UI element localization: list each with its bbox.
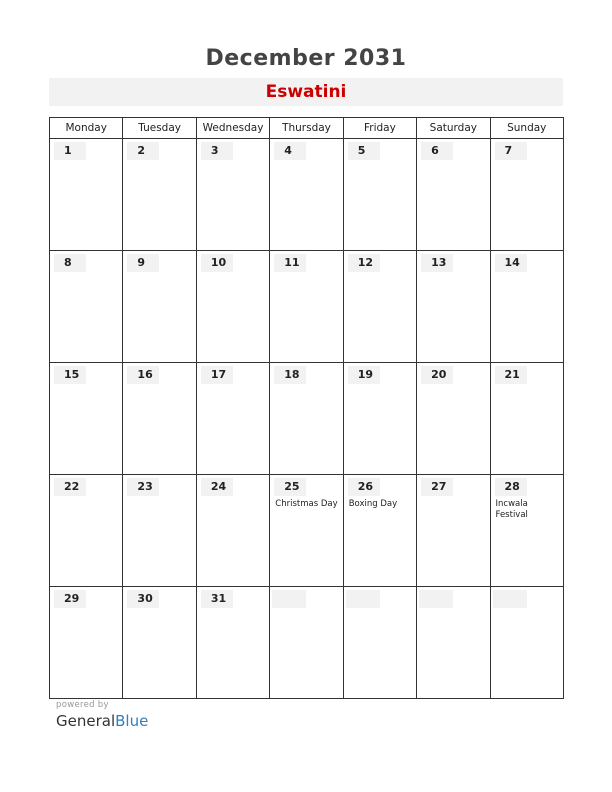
day-number: 1 (54, 142, 86, 160)
day-number: 22 (54, 478, 86, 496)
day-cell (50, 587, 123, 699)
day-number (272, 590, 306, 608)
day-number (419, 590, 453, 608)
page-title: December 2031 (205, 46, 407, 71)
day-cell (123, 363, 196, 475)
day-cell (343, 587, 416, 699)
day-cell (343, 363, 416, 475)
day-number: 16 (127, 366, 159, 384)
day-number: 21 (495, 366, 527, 384)
brand-blue: Blue (115, 712, 149, 730)
day-number: 7 (495, 142, 527, 160)
day-number: 17 (201, 366, 233, 384)
day-cell (343, 139, 416, 251)
day-cell (490, 139, 563, 251)
day-cell (50, 475, 123, 587)
day-number: 5 (348, 142, 380, 160)
day-cell (50, 251, 123, 363)
day-number: 15 (54, 366, 86, 384)
day-number: 23 (127, 478, 159, 496)
day-cell (490, 475, 563, 587)
day-number (493, 590, 527, 608)
day-number (346, 590, 380, 608)
day-number: 27 (421, 478, 453, 496)
day-number: 25 (274, 478, 306, 496)
day-number: 30 (127, 590, 159, 608)
day-cell (50, 139, 123, 251)
day-cell (417, 587, 490, 699)
generalblue-logo[interactable] (56, 712, 148, 730)
week-row (50, 363, 564, 475)
weekday-header-tuesday: Tuesday (123, 118, 196, 139)
weekday-header-row (50, 118, 564, 139)
day-number: 11 (274, 254, 306, 272)
day-number: 19 (348, 366, 380, 384)
day-cell (343, 251, 416, 363)
day-number: 4 (274, 142, 306, 160)
powered-by-text: powered by (56, 700, 109, 710)
calendar-grid (49, 117, 564, 699)
footer (56, 700, 148, 730)
country-name: Eswatini (265, 82, 347, 102)
holiday-label: Incwala Festival (495, 499, 528, 520)
day-number: 24 (201, 478, 233, 496)
weekday-header-sunday: Sunday (490, 118, 563, 139)
day-cell (270, 251, 343, 363)
brand-general: General (56, 712, 116, 730)
day-cell (196, 363, 269, 475)
weekday-header-saturday: Saturday (417, 118, 490, 139)
day-number: 13 (421, 254, 453, 272)
day-cell (417, 139, 490, 251)
day-cell (123, 251, 196, 363)
calendar-body (50, 139, 564, 699)
day-cell (196, 251, 269, 363)
day-cell (123, 587, 196, 699)
day-cell (270, 587, 343, 699)
day-cell (50, 363, 123, 475)
weekday-header-wednesday: Wednesday (196, 118, 269, 139)
day-cell (417, 363, 490, 475)
day-cell (123, 139, 196, 251)
week-row (50, 139, 564, 251)
day-number: 2 (127, 142, 159, 160)
week-row (50, 251, 564, 363)
weekday-header-friday: Friday (343, 118, 416, 139)
day-number: 8 (54, 254, 86, 272)
day-cell (270, 139, 343, 251)
day-cell (196, 475, 269, 587)
day-number: 31 (201, 590, 233, 608)
day-cell (270, 475, 343, 587)
day-number: 18 (274, 366, 306, 384)
day-cell (417, 475, 490, 587)
day-number: 20 (421, 366, 453, 384)
week-row (50, 587, 564, 699)
day-number: 9 (127, 254, 159, 272)
weekday-header-monday: Monday (50, 118, 123, 139)
holiday-label: Christmas Day (275, 499, 338, 509)
weekday-header-thursday: Thursday (270, 118, 343, 139)
day-number: 3 (201, 142, 233, 160)
day-cell (270, 363, 343, 475)
day-number: 26 (348, 478, 380, 496)
holiday-label: Boxing Day (348, 499, 398, 509)
day-number: 6 (421, 142, 453, 160)
day-cell (196, 587, 269, 699)
day-cell (196, 139, 269, 251)
day-cell (490, 363, 563, 475)
week-row (50, 475, 564, 587)
day-cell (490, 587, 563, 699)
day-cell (343, 475, 416, 587)
day-cell (490, 251, 563, 363)
day-number: 29 (54, 590, 86, 608)
day-cell (123, 475, 196, 587)
day-number: 28 (495, 478, 527, 496)
country-banner (49, 78, 563, 106)
day-number: 14 (495, 254, 527, 272)
day-number: 12 (348, 254, 380, 272)
day-number: 10 (201, 254, 233, 272)
day-cell (417, 251, 490, 363)
